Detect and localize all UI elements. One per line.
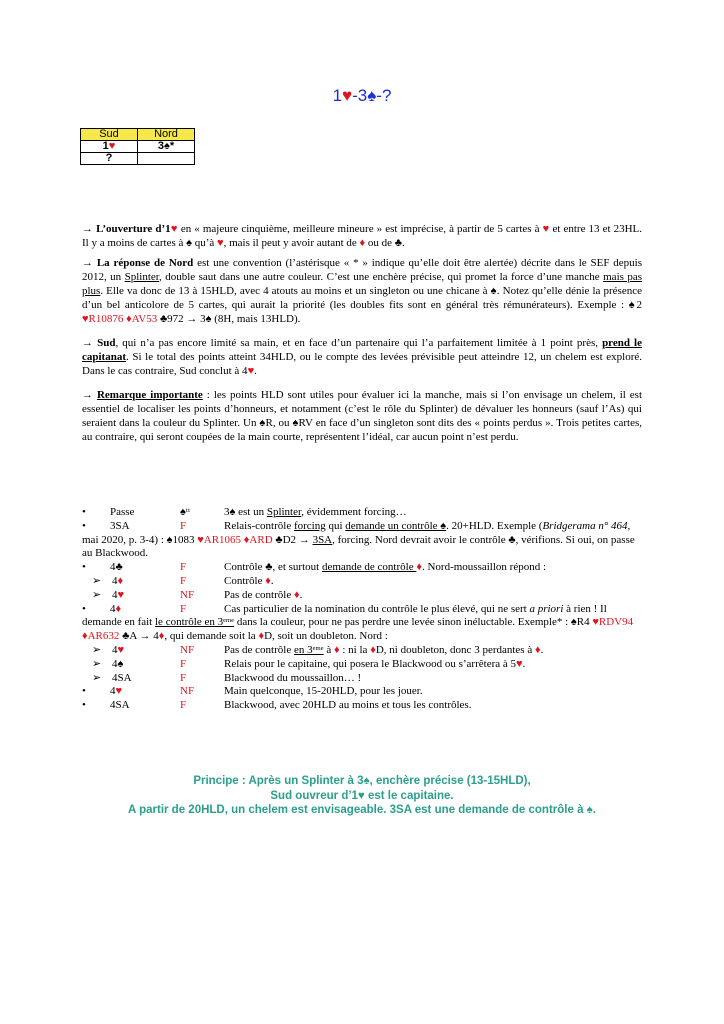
list-item: • Passe ♠ᵗᵗ 3♠ est un Splinter, évidemment forcing… [82,506,407,518]
bid-list [82,506,642,713]
bid-cell: 3♠* [138,141,195,153]
list-subitem: ➢ 4♥ NF Pas de contrôle ♦. [92,588,303,601]
list-item: • 4SA F Blackwood, avec 20HLD au moins et tous les contrôles. [82,699,472,712]
paragraph-remark: → Remarque importante : les points HLD sont utiles pour évaluer ici la manche, mais si l’on envisage un chelem, il est essentiel de localiser les points d’honneurs, et notamment (c’est le rôle du Splinter) de dévaluer les honneurs (sauf l’As) qui seraient dans la couleur du Splinter. Un ♠R, ou ♠RV en face d’un singleton sont dits des « points perdus ». Trois petites cartes, au contraire, qui seront coupées de la main courte, représentent l’idéal, car aucun point n’est perdu. [82,389,643,443]
list-subitem: ➢ 4♥ NF Pas de contrôle en 3ᵉᵐᵉ à ♦ : ni la ♦D, ni doubleton, donc 3 perdantes à ♦. [92,643,544,656]
principle-line: A partir de 20HLD, un chelem est envisageable. 3SA est une demande de contrôle à ♠. [128,804,596,816]
list-item: • 3SA F Relais-contrôle forcing qui demande un contrôle ♠. 20+HLD. Exemple (Bridgerama n° 464, mai 2020, p. 3-4) : ♠1083 ♥AR1065 ♦ARD ♣D2 → 3SA, forcing. Nord devrait avoir le contrôle ♣, vérifions. Si oui, on passe au Blackwood. [82,519,635,560]
bid-cell: 1♥ [81,141,138,153]
list-subitem: ➢ 4SA F Blackwood du moussaillon… ! [92,671,362,684]
list-subitem: ➢ 4♠ F Relais pour le capitaine, qui posera le Blackwood ou s’arrêtera à 5♥. [92,657,526,670]
header-sud: Sud [81,129,138,141]
list-item: • 4♥ NF Main quelconque, 15-20HLD, pour les jouer. [82,685,423,698]
principle-line: Sud ouvreur d’1♥ est le capitaine. [270,789,454,802]
principle-box [0,774,724,818]
page-title: 1♥-3♠-? [332,86,392,105]
paragraph-opening: → L’ouverture d’1♥ en « majeure cinquième, meilleure mineure » est imprécise, à partir de 5 cartes à ♥ et entre 13 et 23HL. Il y a moins de cartes à ♠ qu’à ♥, mais il peut y avoir autant de ♦ ou de ♣. [82,223,642,249]
header-nord: Nord [138,129,195,141]
list-item: • 4♦ F Cas particulier de la nomination du contrôle le plus élevé, qui ne sert a priori à rien ! Il demande en fait le contrôle en 3ᵉᵐᵉ dans la couleur, pour ne pas perdre une levée sinon inéluctable. Exemple* : ♠R4 ♥RDV94 ♦AR632 ♣A → 4♦, qui demande soit la ♦D, soit un doubleton. Nord : [82,602,634,643]
bid-cell: ? [81,153,138,165]
bid-cell [138,153,195,165]
paragraph-south: → Sud, qui n’a pas encore limité sa main, et en face d’un partenaire qui l’a parfaitement limitée à 1 point près, prend le capitanat. Si le total des points atteint 34HLD, ou le compte des levées prévisible peut atteindre 12, un chelem est exploré. Dans le cas contraire, Sud conclut à 4♥. [82,337,642,377]
list-item: • 4♣ F Contrôle ♣, et surtout demande de contrôle ♦. Nord-moussaillon répond : [82,561,547,574]
principle-line: Principe : Après un Splinter à 3♠, enchère précise (13-15HLD), [193,775,531,787]
list-subitem: ➢ 4♦ F Contrôle ♦. [92,574,274,587]
bidding-table [80,128,195,165]
paragraph-response: → La réponse de Nord est une convention (l’astérisque « * » indique qu’elle doit être alertée) décrite dans le SEF depuis 2012, un Splinter, double saut dans une autre couleur. C’est une enchère précise, qui promet la force d’une manche mais pas plus. Elle va donc de 13 à 15HLD, avec 4 atouts au moins et un singleton ou une chicane à ♠. Notez qu’elle dénie la présence d’un bel anticolore de 5 cartes, qui aurait la priorité (les doubles fits sont en général très rémunérateurs). Exemple : ♠2 ♥R10876 ♦AV53 ♣972 → 3♠ (8H, mais 13HLD). [82,257,643,325]
